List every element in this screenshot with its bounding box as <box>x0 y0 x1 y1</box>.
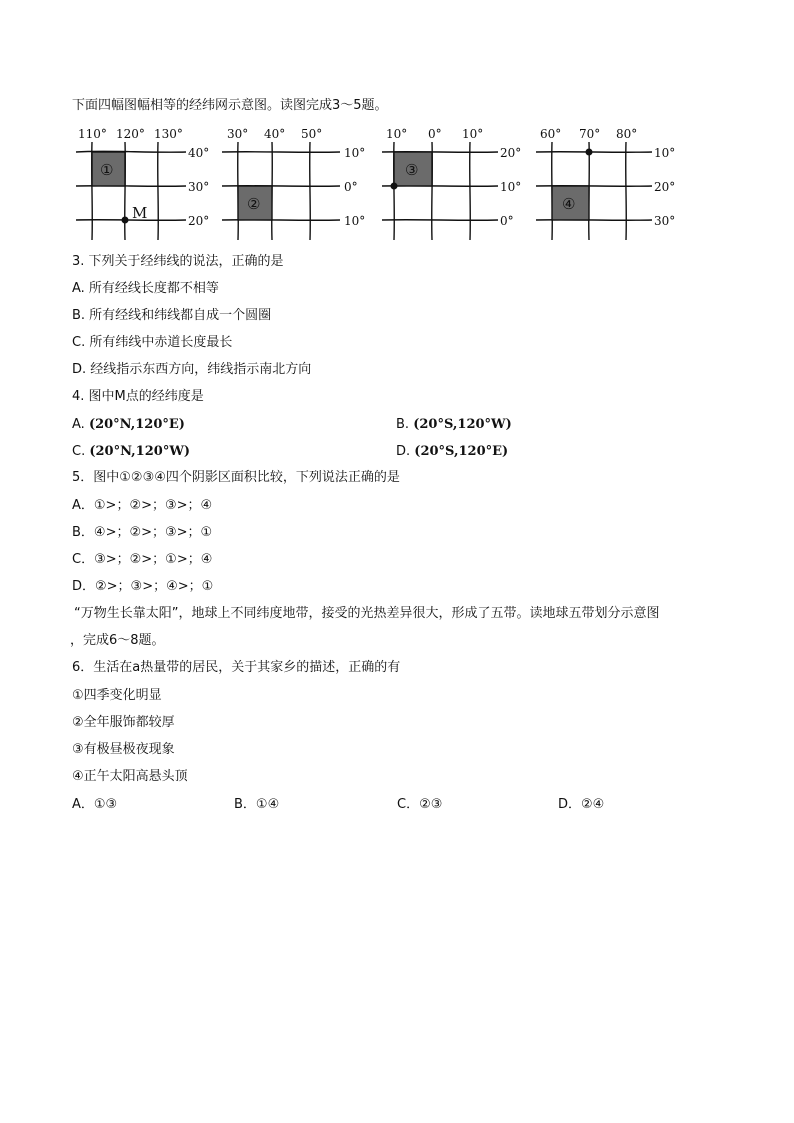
grid4-dot <box>586 149 593 156</box>
q4-option-a <box>72 416 185 434</box>
grid2-top-label-3: 50° <box>301 127 323 141</box>
grid3-top-label-3: 10° <box>462 127 484 141</box>
q6-item-1: ①四季变化明显 <box>72 688 162 703</box>
grid2-right-label-1: 10° <box>344 146 366 160</box>
q4-option-b <box>396 416 512 434</box>
grid2-top-label-2: 40° <box>264 127 286 141</box>
point-m-dot <box>122 217 129 224</box>
q4-option-b-letter: B. <box>396 417 410 432</box>
grid-3 <box>382 127 521 240</box>
q6-option-d: D．②④ <box>558 797 605 812</box>
grid1-top-label-2: 120° <box>116 127 145 141</box>
q5-option-b: B．④>；②>；③>；① <box>72 525 213 540</box>
q6-option-c: C．②③ <box>397 797 443 812</box>
point-m-label: M <box>132 204 148 222</box>
q4-option-a-value: (20°N,120°E) <box>88 417 185 432</box>
grid3-right-label-3: 0° <box>500 214 514 228</box>
passage-line-1: “万物生长靠太阳”，地球上不同纬度地带，接受的光热差异很大，形成了五带。读地球五带划分示意图 <box>74 606 660 621</box>
intro-text: 下面四幅图幅相等的经纬网示意图。读图完成3～5题。 <box>72 98 388 113</box>
q5-option-c: C．③>；②>；①>；④ <box>72 552 213 567</box>
q4-option-c <box>72 443 190 461</box>
grid4-right-label-1: 10° <box>654 146 676 160</box>
grid-4 <box>536 127 675 240</box>
q5-stem: 5．图中①②③④四个阴影区面积比较，下列说法正确的是 <box>72 470 400 485</box>
q4-option-a-letter: A. <box>72 417 85 432</box>
grid3-right-label-2: 10° <box>500 180 522 194</box>
grid3-dot <box>391 183 398 190</box>
grid3-right-label-1: 20° <box>500 146 522 160</box>
q4-stem: 4. 图中M点的经纬度是 <box>72 389 204 404</box>
region-label-1: ① <box>100 161 114 179</box>
q4-option-c-letter: C. <box>72 444 86 459</box>
grid4-right-label-3: 30° <box>654 214 676 228</box>
q6-stem: 6．生活在a热量带的居民，关于其家乡的描述，正确的有 <box>72 660 401 675</box>
q5-option-a: A．①>；②>；③>；④ <box>72 498 213 513</box>
grid-2 <box>222 127 365 240</box>
q4-option-c-value: (20°N,120°W) <box>89 444 191 459</box>
grid2-right-label-3: 10° <box>344 214 366 228</box>
q6-item-4: ④正午太阳高悬头顶 <box>72 769 188 784</box>
q3-option-b: B. 所有经线和纬线都自成一个圆圈 <box>72 308 272 323</box>
grid4-top-label-3: 80° <box>616 127 638 141</box>
q4-option-b-value: (20°S,120°W) <box>413 417 512 432</box>
lat-long-grid-figures <box>68 122 678 247</box>
grid3-top-label-1: 10° <box>386 127 408 141</box>
grid1-right-label-1: 40° <box>188 146 210 160</box>
q6-item-2: ②全年服饰都较厚 <box>72 715 175 730</box>
grid1-top-label-1: 110° <box>78 127 107 141</box>
q6-option-a: A．①③ <box>72 797 118 812</box>
grid1-right-label-2: 30° <box>188 180 210 194</box>
q4-option-d-value: (20°S,120°E) <box>414 444 509 459</box>
q4-option-d <box>396 443 508 461</box>
grid1-right-label-3: 20° <box>188 214 210 228</box>
q6-item-3: ③有极昼极夜现象 <box>72 742 175 757</box>
q3-stem: 3. 下列关于经纬线的说法，正确的是 <box>72 254 284 269</box>
q3-option-a: A. 所有经线长度都不相等 <box>72 281 219 296</box>
q6-option-b: B．①④ <box>234 797 280 812</box>
region-label-3: ③ <box>405 161 419 179</box>
q3-option-c: C. 所有纬线中赤道长度最长 <box>72 335 233 350</box>
q3-option-d: D. 经线指示东西方向，纬线指示南北方向 <box>72 362 312 377</box>
region-label-4: ④ <box>562 195 576 213</box>
grid4-top-label-2: 70° <box>579 127 601 141</box>
grid4-top-label-1: 60° <box>540 127 562 141</box>
grid-1 <box>76 127 209 240</box>
grid4-right-label-2: 20° <box>654 180 676 194</box>
grid2-right-label-2: 0° <box>344 180 358 194</box>
grid2-top-label-1: 30° <box>227 127 249 141</box>
passage-line-2: ，完成6～8题。 <box>70 633 165 648</box>
grid3-top-label-2: 0° <box>428 127 442 141</box>
q5-option-d: D．②>；③>；④>；① <box>72 579 214 594</box>
grid1-top-label-3: 130° <box>154 127 183 141</box>
q4-option-d-letter: D. <box>396 444 411 459</box>
region-label-2: ② <box>247 195 261 213</box>
